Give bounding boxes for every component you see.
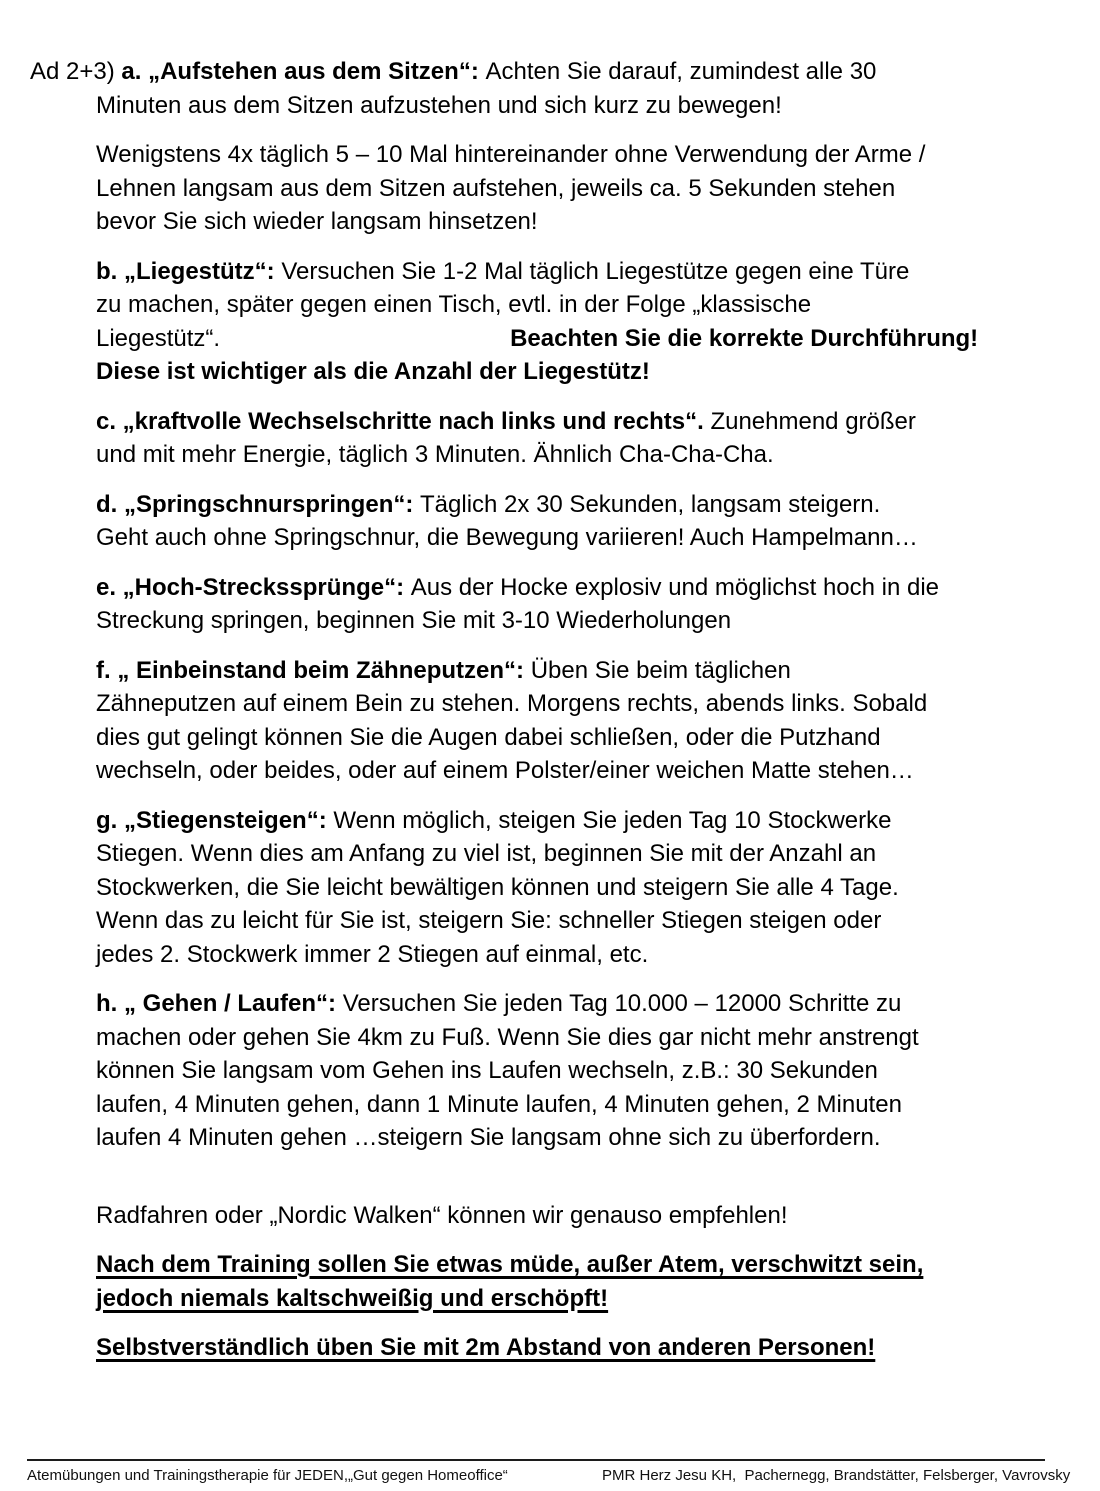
footer-text-right: PMR Herz Jesu KH, Pachernegg, Brandstätter, Felsberger, Vavrovsky [602, 1467, 1071, 1484]
text-run-bold: a. „Aufstehen aus dem Sitzen“: [121, 58, 486, 85]
text-run: Versuchen Sie jeden Tag 10.000 – 12000 Schritte zu [342, 990, 902, 1017]
footer-row [0, 1466, 1100, 1488]
text-run: laufen, 4 Minuten gehen, dann 1 Minute laufen, 4 Minuten gehen, 2 Minuten [96, 1090, 902, 1118]
text-run: Liegestütz“. [96, 324, 221, 352]
text-run: zu machen, später gegen einen Tisch, evtl. in der Folge „klassische [96, 291, 812, 318]
text-run: bevor Sie sich wieder langsam hinsetzen! [96, 208, 538, 235]
text-run: Stiegen. Wenn dies am Anfang zu viel ist, beginnen Sie mit der Anzahl an [96, 840, 877, 867]
text-run: dies gut gelingt können Sie die Augen dabei schließen, oder die Putzhand [96, 723, 881, 751]
text-run: und mit mehr Energie, täglich 3 Minuten. Ähnlich Cha-Cha-Cha. [96, 441, 774, 468]
text-run: machen oder gehen Sie 4km zu Fuß. Wenn Sie dies gar nicht mehr anstrengt [96, 1023, 919, 1051]
text-run-bold: d. „Springschnurspringen“: [96, 490, 421, 518]
footer-text-center: „Gut gegen Homeoffice“ [348, 1467, 508, 1484]
text-run: Ad 2+3) [30, 58, 122, 85]
para-c-wechselschritte [96, 405, 1080, 472]
text-run-bold: g. „Stiegensteigen“: [96, 806, 334, 834]
footer-text-left: Atemübungen und Trainingstherapie für JEDEN, [27, 1467, 349, 1484]
para-e-streckspruenge [96, 571, 1080, 638]
text-run: Versuchen Sie 1-2 Mal täglich Liegestütze gegen eine Türe [281, 257, 910, 285]
text-run-bold: f. „ Einbeinstand beim Zähneputzen“: [96, 656, 531, 684]
para-h-gehen-laufen [96, 987, 1080, 1155]
para-a-details [96, 138, 1080, 239]
text-run: Üben Sie beim täglichen [530, 656, 791, 684]
text-run: Selbstverständlich üben Sie mit 2m Abstand von anderen Personen! [96, 1334, 876, 1361]
text-run: Täglich 2x 30 Sekunden, langsam steigern. [420, 490, 881, 518]
text-run: Zunehmend größer [710, 407, 916, 435]
text-run: können Sie langsam vom Gehen ins Laufen wechseln, z.B.: 30 Sekunden [96, 1057, 878, 1084]
text-run-bold: h. „ Gehen / Laufen“: [96, 990, 343, 1017]
text-run: Stockwerken, die Sie leicht bewältigen können und steigern Sie alle 4 Tage. [96, 873, 899, 901]
text-run: Streckung springen, beginnen Sie mit 3-10 Wiederholungen [96, 607, 732, 634]
para-f-einbeinstand [96, 654, 1080, 788]
text-run: Minuten aus dem Sitzen aufzustehen und sich kurz zu bewegen! [96, 91, 782, 119]
text-run: Radfahren oder „Nordic Walken“ können wir genauso empfehlen! [96, 1201, 788, 1229]
para-d-springschnur [96, 488, 1080, 555]
para-a-aufstehen [30, 55, 1080, 122]
text-run: jedoch niemals kaltschweißig und erschöpft! [96, 1284, 609, 1312]
para-b-liegestuetz [96, 255, 1080, 389]
text-run: Nach dem Training sollen Sie etwas müde, außer Atem, verschwitzt sein, [96, 1251, 924, 1278]
text-run: Geht auch ohne Springschnur, die Bewegung variieren! Auch Hampelmann… [96, 524, 918, 551]
text-run: Wenigstens 4x täglich 5 – 10 Mal hintereinander ohne Verwendung der Arme / [96, 141, 926, 168]
para-abstand [96, 1331, 1080, 1365]
text-run: wechseln, oder beides, oder auf einem Polster/einer weichen Matte stehen… [96, 757, 914, 784]
text-run: Zähneputzen auf einem Bein zu stehen. Morgens rechts, abends links. Sobald [96, 690, 928, 717]
text-run-bold: Beachten Sie die korrekte Durchführung! [510, 324, 979, 352]
text-run-bold: Diese ist wichtiger als die Anzahl der Liegestütz! [96, 358, 650, 385]
para-g-stiegensteigen [96, 804, 1080, 972]
text-run: jedes 2. Stockwerk immer 2 Stiegen auf einmal, etc. [96, 940, 649, 968]
text-run: Wenn möglich, steigen Sie jeden Tag 10 Stockwerke [333, 806, 892, 834]
footer-divider [27, 1459, 1045, 1461]
text-run: Achten Sie darauf, zumindest alle 30 [485, 58, 877, 85]
text-run-bold: b. „Liegestütz“: [96, 257, 282, 285]
text-run-bold: e. „Hoch-Streckssprünge“: [96, 573, 411, 601]
text-run: Wenn das zu leicht für Sie ist, steigern Sie: schneller Stiegen steigen oder [96, 907, 882, 934]
text-run-bold: c. „kraftvolle Wechselschritte nach links und rechts“. [96, 407, 711, 435]
para-training-warnung [96, 1248, 1080, 1315]
text-run: Aus der Hocke explosiv und möglichst hoch in die [410, 573, 940, 601]
para-radfahren [96, 1199, 1080, 1233]
document-body [0, 55, 1100, 1381]
text-run: Lehnen langsam aus dem Sitzen aufstehen, jeweils ca. 5 Sekunden stehen [96, 174, 896, 202]
text-run: laufen 4 Minuten gehen …steigern Sie langsam ohne sich zu überfordern. [96, 1124, 881, 1151]
